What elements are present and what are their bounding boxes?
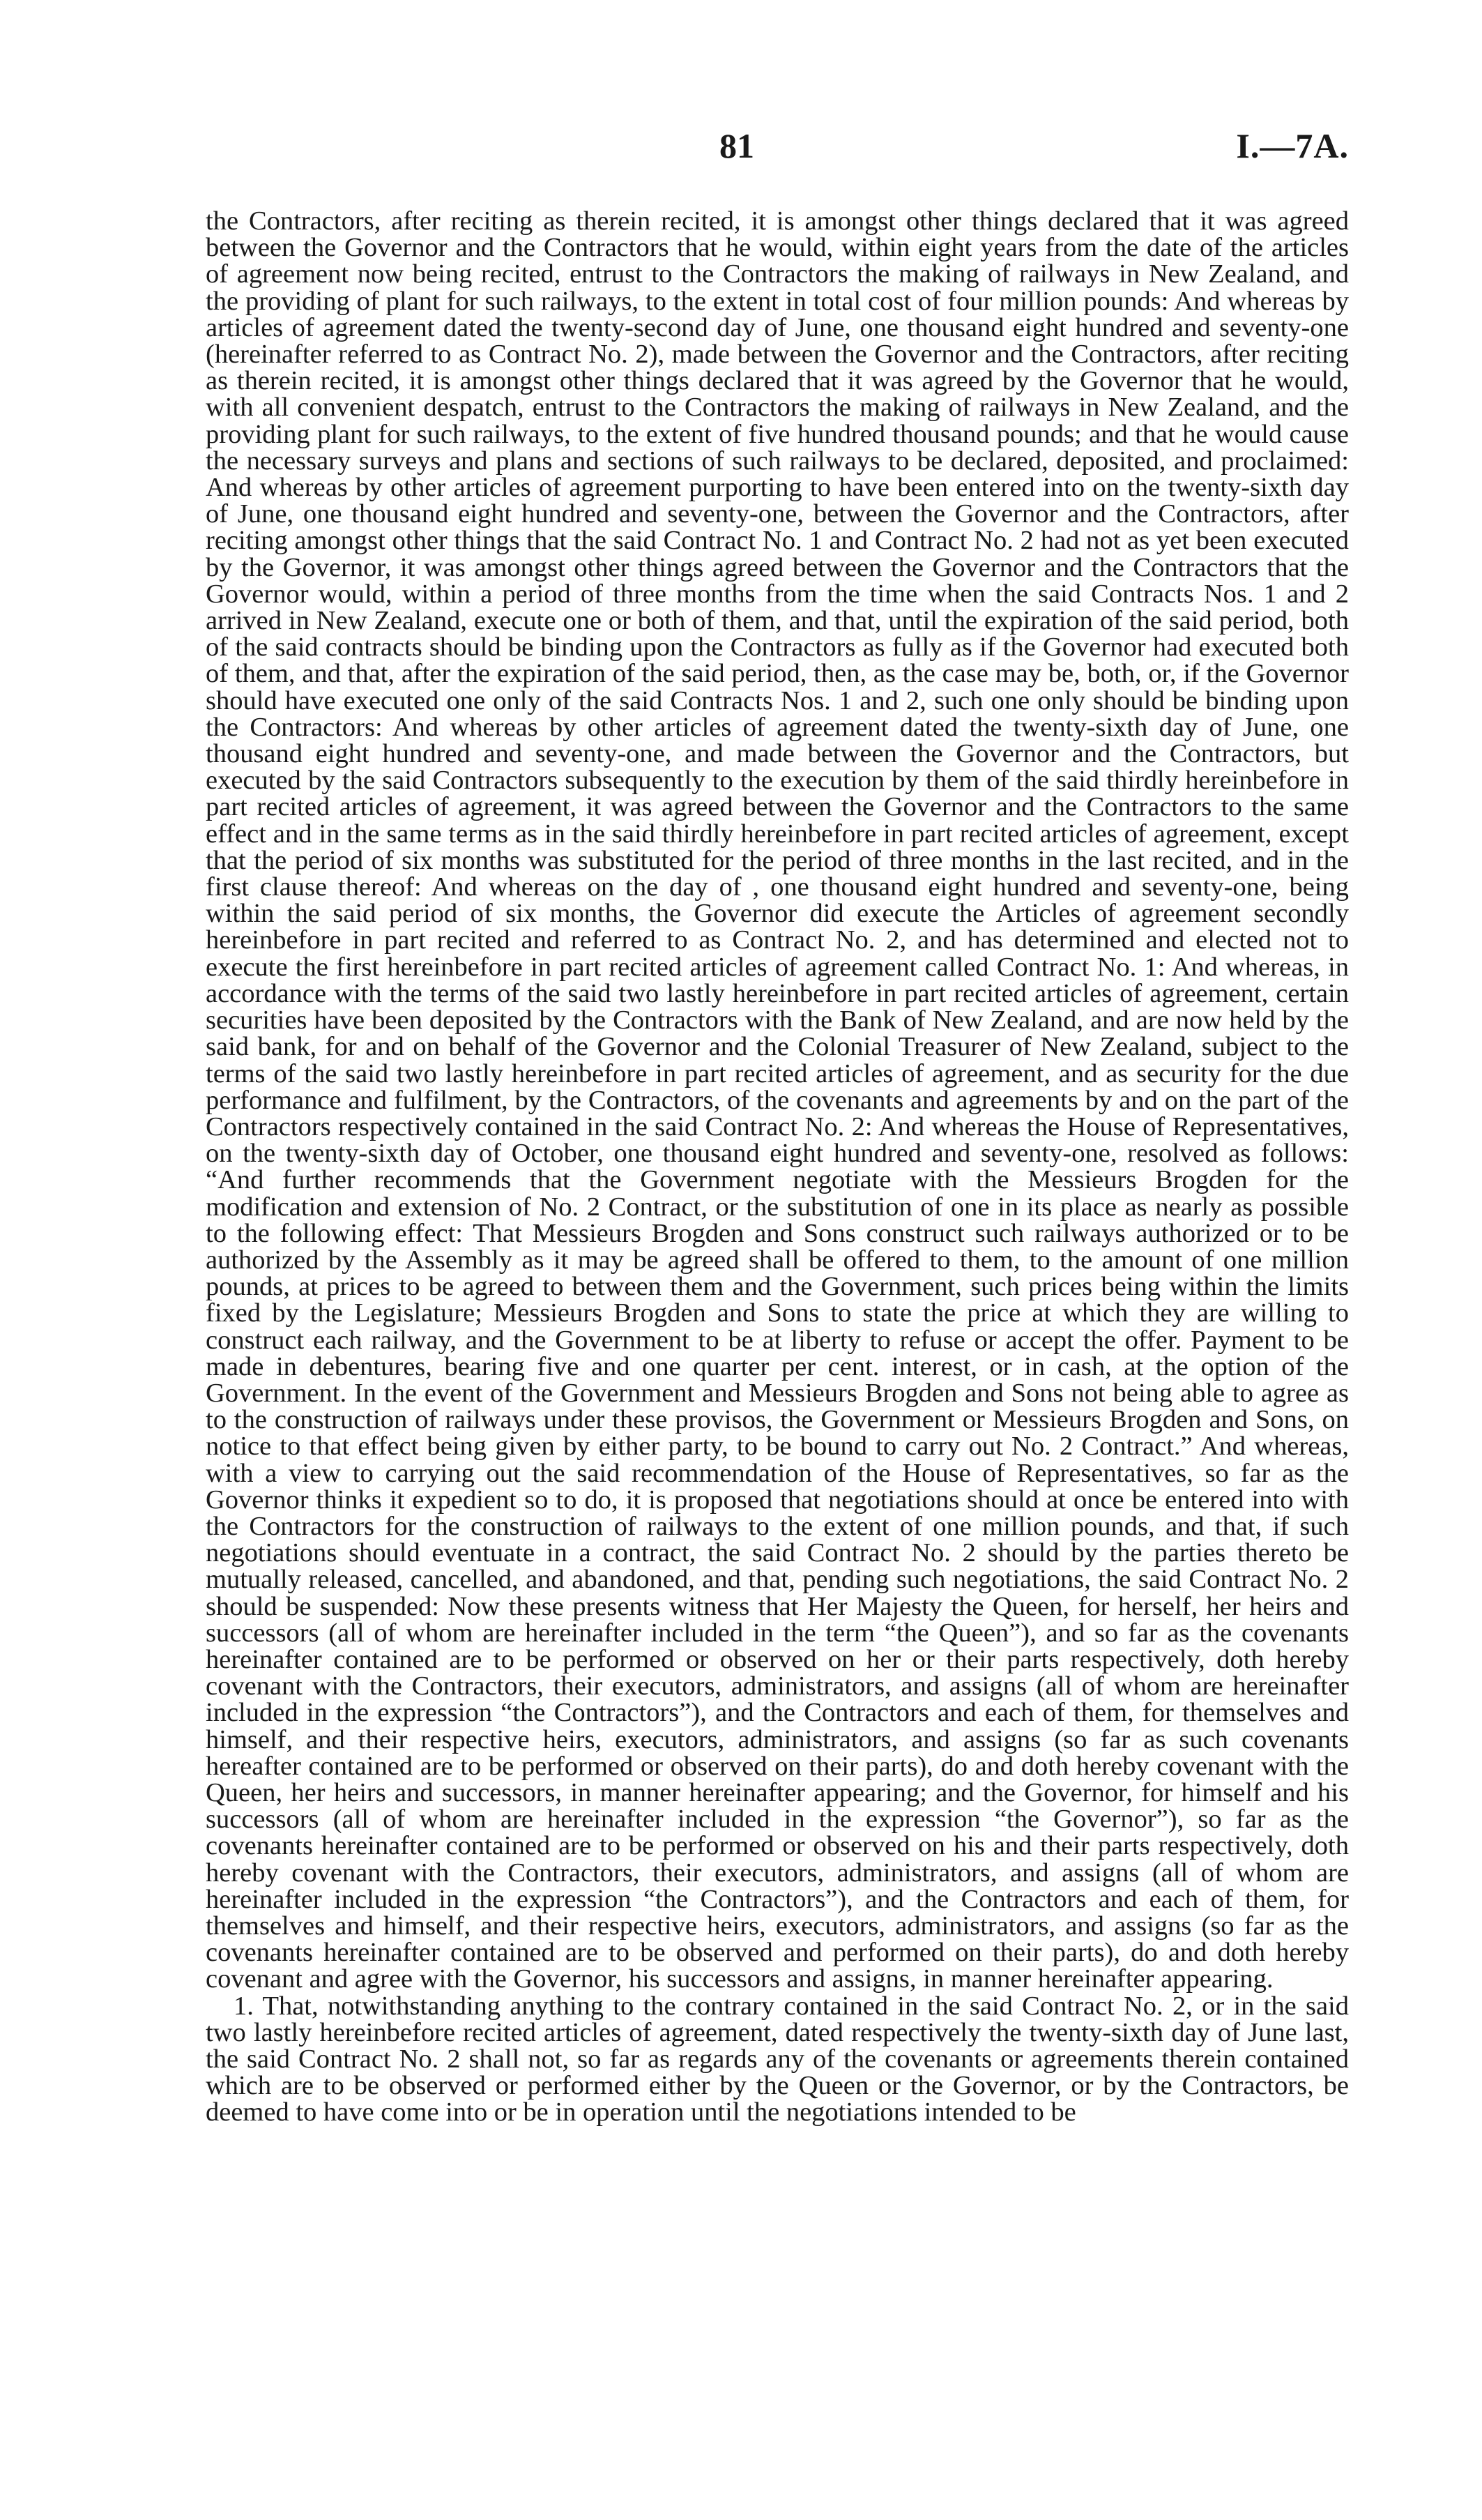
page-header — [0, 126, 1482, 181]
page-number: 81 — [719, 126, 754, 165]
clause-1-paragraph: 1. That, notwithstanding anything to the contrary contained in the said Contract No. 2, or in the said two lastly hereinbefore recited articles of agreement, dated respectively the twenty-sixth day of June last, the said Contract No. 2 shall not, so far as regards any of the covenants or agreements therein contained which are to be observed or performed either by the Queen or the Governor, or by the Contractors, be deemed to have come into or be in operation until the negotiations intended to be — [206, 1991, 1349, 2127]
body-paragraph: the Contractors, after reciting as therein recited, it is amongst other things declared that it was agreed between the Governor and the Contractors that he would, within eight years from the date of the articles of agreement now being recited, entrust to the Contractors the making of railways in New Zealand, and the providing of plant for such railways, to the extent in total cost of four million pounds: And whereas by articles of agreement dated the twenty-second day of June, one thousand eight hundred and seventy-one (hereinafter referred to as Contract No. 2), made between the Governor and the Contractors, after reciting as therein recited, it is amongst other things declared that it was agreed by the Governor that he would, with all convenient despatch, entrust to the Contractors the making of railways in New Zealand, and the providing plant for such railways, to the extent of five hundred thousand pounds; and that he would cause the necessary surveys and plans and sections of such railways to be declared, deposited, and proclaimed: And whereas by other articles of agreement purporting to have been entered into on the twenty-sixth day of June, one thousand eight hundred and seventy-one, between the Governor and the Contractors, after reciting amongst other things that the said Contract No. 1 and Contract No. 2 had not as yet been executed by the Governor, it was amongst other things agreed between the Governor and the Contractors that the Governor would, within a period of three months from the time when the said Contracts Nos. 1 and 2 arrived in New Zealand, execute one or both of them, and that, until the expiration of the said period, both of the said contracts should be binding upon the Contractors as fully as if the Governor had executed both of them, and that, after the expiration of the said period, then, as the case may be, both, or, if the Governor should have executed one only of the said Contracts Nos. 1 and 2, such one only should be binding upon the Contractors: And whereas by other articles of agreement dated the twenty-sixth day of June, one thousand eight hundred and seventy-one, and made between the Governor and the Contractors, but executed by the said Contractors subsequently to the execution by them of the said thirdly hereinbefore in part recited articles of agreement, it was agreed between the Governor and the Contractors to the same effect and in the same terms as in the said thirdly hereinbefore in part recited articles of agreement, except that the period of six months was substituted for the period of three months in the last recited, and in the first clause thereof: And whereas on the day of , one thousand eight hundred and seventy-one, being within the said period of six months, the Governor did execute the Articles of agreement secondly hereinbefore in part recited and referred to as Contract No. 2, and has determined and elected not to execute the first hereinbefore in part recited articles of agreement called Contract No. 1: And whereas, in accordance with the terms of the said two lastly hereinbefore in part recited articles of agreement, certain securities have been deposited by the Contractors with the Bank of New Zealand, and are now held by the said bank, for and on behalf of the Governor and the Colonial Treasurer of New Zealand, subject to the terms of the said two lastly hereinbefore in part recited articles of agreement, and as security for the due performance and fulfilment, by the Contractors, of the covenants and agreements by and on the part of the Contractors respectively contained in the said Contract No. 2: And whereas the House of Representatives, on the twenty-sixth day of October, one thousand eight hundred and seventy-one, resolved as follows: “And further recommends that the Government negotiate with the Messieurs Brogden for the modification and extension of No. 2 Contract, or the substitution of one in its place as nearly as possible to the following effect: That Messieurs Brogden and Sons construct such railways authorized or to be authorized by the Assembly as it may be agreed shall be offered to them, to the amount of one million pounds, at prices to be agreed to between them and the Government, such prices being within the limits fixed by the Legislature; Messieurs Brogden and Sons to state the price at which they are willing to construct each railway, and the Government to be at liberty to refuse or accept the offer. Payment to be made in debentures, bearing five and one quarter per cent. interest, or in cash, at the option of the Government. In the event of the Government and Messieurs Brogden and Sons not being able to agree as to the construction of railways under these provisos, the Government or Messieurs Brogden and Sons, on notice to that effect being given by either party, to be bound to carry out No. 2 Contract.” And whereas, with a view to carrying out the said recommendation of the House of Representatives, so far as the Governor thinks it expedient so to do, it is proposed that negotiations should at once be entered into with the Contractors for the construction of railways to the extent of one million pounds, and that, if such negotiations should eventuate in a contract, the said Contract No. 2 should by the parties thereto be mutually released, cancelled, and abandoned, and that, pending such negotiations, the said Contract No. 2 should be suspended: Now these presents witness that Her Majesty the Queen, for herself, her heirs and successors (all of whom are hereinafter included in the term “the Queen”), and so far as the covenants hereinafter contained are to be performed or observed on her or their parts respectively, doth hereby covenant with the Contractors, their executors, administrators, and assigns (all of whom are hereinafter included in the expression “the Contractors”), and the Contractors and each of them, for themselves and himself, and their respective heirs, executors, administrators, and assigns (so far as such covenants hereafter contained are to be performed or observed on their parts), do and doth hereby covenant with the Queen, her heirs and successors, in manner hereinafter appearing; and the Governor, for himself and his successors (all of whom are hereinafter included in the expression “the Governor”), so far as the covenants hereinafter contained are to be performed or observed on his and their parts respectively, doth hereby covenant with the Contractors, their executors, administrators, and assigns (all of whom are hereinafter included in the expression “the Contractors”), and the Contractors and each of them, for themselves and himself, and their respective heirs, executors, administrators, and assigns (so far as the covenants hereinafter contained are to be observed and performed on their parts), do and doth hereby covenant and agree with the Governor, his successors and assigns, in manner hereinafter appearing. — [206, 206, 1349, 1994]
document-body — [206, 208, 1349, 2126]
paper-reference: I.—7A. — [1236, 126, 1349, 165]
